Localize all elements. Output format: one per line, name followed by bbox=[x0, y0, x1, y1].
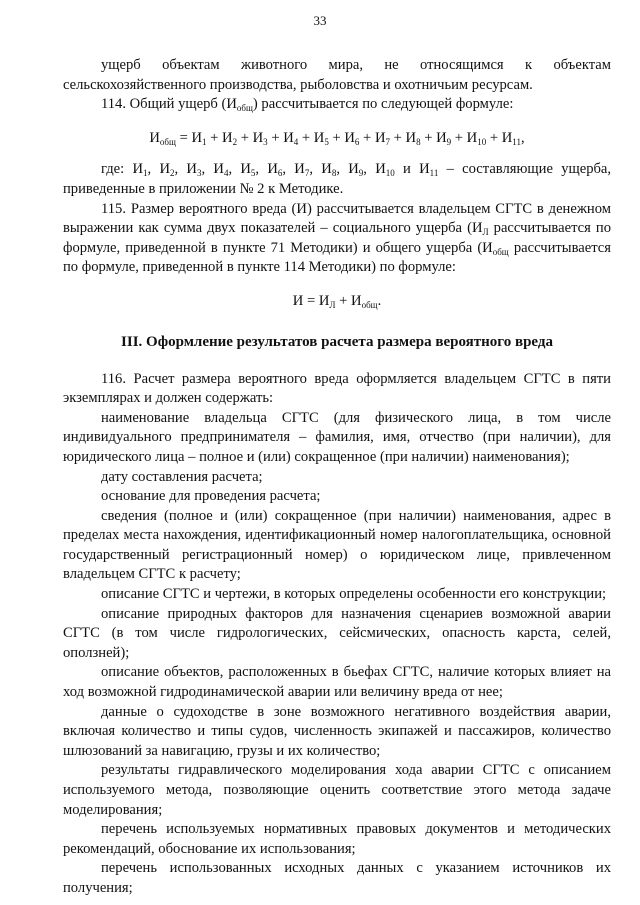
list-item: сведения (полное и (или) сокращенное (при наличии) наименования, адрес в пределах места нахождения, идентификационный номер налогоплательщика, основной государственный регистрационный номер) о юридическом лице, привлеченном владельцем СГТС к расчету; bbox=[63, 507, 611, 583]
paragraph-116: 116. Расчет размера вероятного вреда оформляется владельцем СГТС в пяти экземплярах и должен содержать: bbox=[63, 370, 611, 407]
paragraph-114: 114. Общий ущерб $(И_{общ})$ рассчитывается по следующей формуле: bbox=[101, 96, 514, 114]
list-item: перечень используемых нормативных правовых документов и методических рекомендаций, обоснование их использования; bbox=[63, 821, 611, 857]
where-lead: где: bbox=[101, 161, 133, 178]
formula-subscript: 11 bbox=[512, 136, 521, 147]
list-item: основание для проведения расчета; bbox=[101, 488, 321, 505]
list-item: данные о судоходстве в зоне возможного негативного воздействия аварии, включая количество и типы судов, численность экипажей и пассажиров, количество шлюзований за навигацию, грузы и их количество; bbox=[63, 703, 611, 759]
formula-symbol: И bbox=[213, 161, 224, 178]
formula-symbol: И bbox=[186, 161, 197, 178]
conjunction: и bbox=[394, 161, 420, 178]
formula-subscript: 10 bbox=[477, 136, 487, 147]
formula-subscript: 8 bbox=[331, 168, 337, 179]
formula-symbol: И bbox=[267, 161, 278, 178]
formula-symbol: И bbox=[374, 129, 386, 146]
separator: , bbox=[282, 161, 295, 178]
separator: , bbox=[174, 161, 187, 178]
formula-subscript: 8 bbox=[416, 136, 421, 147]
formula-subscript: общ bbox=[159, 136, 176, 147]
formula-subscript: 6 bbox=[354, 136, 360, 147]
formula-subscript: 4 bbox=[293, 136, 299, 147]
formula-symbol: И bbox=[313, 129, 325, 146]
formula-symbol: И bbox=[321, 161, 332, 178]
formula-operator: + bbox=[298, 129, 314, 146]
formula-subscript: 9 bbox=[446, 136, 452, 147]
formula-operator: + bbox=[267, 129, 284, 146]
formula-operator: + bbox=[486, 129, 502, 146]
formula-subscript: 2 bbox=[170, 168, 175, 179]
formula-subscript: 4 bbox=[223, 168, 229, 179]
formula-symbol: И bbox=[252, 129, 264, 146]
formula-subscript: 1 bbox=[143, 168, 148, 179]
list-item: описание объектов, расположенных в бьефах СГТС, наличие которых влияет на ход возможной гидродинамической аварии или величину вреда от нее; bbox=[63, 664, 611, 701]
formula-operator: + bbox=[420, 129, 437, 146]
list-item: результаты гидравлического моделирования хода аварии СГТС с описанием используемого метода, позволяющие оценить соответствие этого метода задаче моделирования; bbox=[63, 762, 611, 818]
formula-operator: + bbox=[237, 129, 253, 146]
where-tail: – составляющие ущерба, приведенные в приложении № 2 к Методике. bbox=[63, 161, 612, 197]
page-number: 33 bbox=[313, 13, 327, 28]
formula-subscript: 5 bbox=[324, 136, 329, 147]
formula-total-damage bbox=[63, 129, 611, 149]
formula-subscript: 5 bbox=[250, 168, 256, 179]
formula-subscript: 3 bbox=[263, 136, 268, 147]
separator: , bbox=[255, 161, 268, 178]
list-item: наименование владельца СГТС (для физического лица, в том числе индивидуального предпринимателя – фамилия, имя, отчество (при наличии), для юридического лица – полное и (или) сокращенное (при наличии) наименования); bbox=[63, 409, 611, 465]
formula-symbol: И bbox=[436, 129, 447, 146]
separator: , bbox=[336, 161, 349, 178]
formula-subscript: 1 bbox=[202, 136, 207, 147]
formula-symbol: И bbox=[149, 129, 160, 146]
formula-symbol: И bbox=[344, 129, 355, 146]
formula-subscript: 10 bbox=[385, 168, 395, 179]
where-explanation bbox=[63, 160, 611, 199]
list-item: описание природных факторов для назначения сценариев возможной аварии СГТС (в том числе гидрологических, сейсмических, опасность карста, селей, оползней); bbox=[63, 605, 611, 661]
separator: , bbox=[147, 161, 160, 178]
formula-subscript: 2 bbox=[232, 136, 238, 147]
list-item: дату составления расчета; bbox=[101, 468, 263, 485]
formula-symbol: И bbox=[466, 129, 478, 146]
formula-operator: + bbox=[389, 129, 406, 146]
section-heading: III. Оформление результатов расчета размера вероятного вреда bbox=[121, 333, 553, 350]
paragraph-115: 115. Размер вероятного вреда (И) рассчитывается владельцем СГТС в денежном выражении как сумма двух показателей – социального ущерба ($И_Л$ рассчитывается по формуле, приведенной в пункте 71 Методики) и общего ущерба ($И_{общ}$ рассчитывается по формуле, приведенной в пункте 114 Методики) по формуле: bbox=[63, 200, 611, 276]
formula-operator: + bbox=[206, 129, 223, 146]
formula-symbol: И bbox=[348, 161, 359, 178]
formula-operator: = bbox=[175, 129, 192, 146]
page-content bbox=[63, 56, 611, 899]
formula-symbol: И bbox=[375, 161, 386, 178]
formula-symbol: И bbox=[191, 129, 203, 146]
separator: , bbox=[228, 161, 241, 178]
formula-symbol: И bbox=[501, 129, 513, 146]
continuation-paragraph: ущерб объектам животного мира, не относящимся к объектам сельскохозяйственного производства, рыболовства и охотничьим ресурсам. bbox=[63, 57, 611, 93]
list-item: описание СГТС и чертежи, в которых определены особенности его конструкции; bbox=[101, 586, 607, 603]
formula-symbol: И bbox=[132, 161, 144, 178]
formula-operator: + bbox=[328, 129, 345, 146]
section-body bbox=[63, 370, 611, 899]
formula-subscript: 6 bbox=[277, 168, 283, 179]
formula-symbol: И bbox=[419, 161, 430, 178]
list-item: перечень использованных исходных данных с указанием источников их получения; bbox=[63, 860, 611, 896]
formula-subscript: 9 bbox=[358, 168, 364, 179]
separator: , bbox=[201, 161, 214, 178]
formula-symbol: И bbox=[405, 129, 417, 146]
formula-punctuation: , bbox=[520, 129, 525, 146]
separator: , bbox=[363, 161, 376, 178]
formula-probable-harm: $И = И_Л + И_{общ}$. bbox=[292, 292, 382, 310]
formula-symbol: И bbox=[283, 129, 294, 146]
formula-subscript: 7 bbox=[385, 136, 390, 147]
formula-symbol: И bbox=[222, 129, 233, 146]
formula-subscript: 3 bbox=[196, 168, 202, 179]
formula-operator: + bbox=[359, 129, 375, 146]
formula-subscript: 11 bbox=[429, 168, 439, 179]
formula-symbol: И bbox=[159, 161, 170, 178]
formula-symbol: И bbox=[240, 161, 251, 178]
formula-subscript: 7 bbox=[304, 168, 310, 179]
formula-symbol: И bbox=[294, 161, 305, 178]
separator: , bbox=[309, 161, 322, 178]
formula-operator: + bbox=[451, 129, 467, 146]
